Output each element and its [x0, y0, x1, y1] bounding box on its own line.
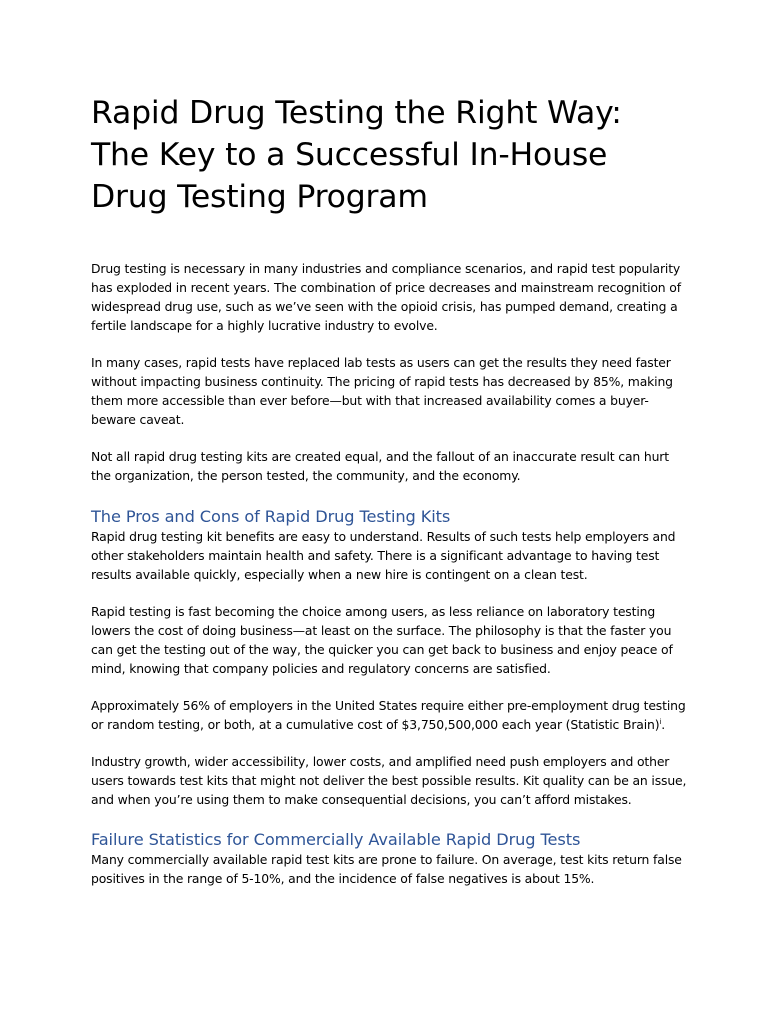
benefits-paragraph: Rapid drug testing kit benefits are easy to understand. Results of such tests help employers and other stakeholders maintain health and safety. There is a significant advantage to having test results available quickly, especially when a new hire is contingent on a clean test.: [91, 529, 676, 582]
kits-not-equal-paragraph: Not all rapid drug testing kits are created equal, and the fallout of an inaccurate result can hurt the organization, the person tested, the community, and the economy.: [91, 449, 669, 483]
title-line-3: Drug Testing Program: [91, 179, 428, 215]
industry-growth-paragraph: Industry growth, wider accessibility, lower costs, and amplified need push employers and other users towards test kits that might not deliver the best possible results. Kit quality can be an issue, and when you’re using them to make consequential decisions, you can’t afford mistakes.: [91, 754, 687, 807]
title-line-2: The Key to a Successful In-House: [91, 137, 608, 173]
failure-statistics-paragraph: Many commercially available rapid test kits are prone to failure. On average, test kits return false positives in the range of 5-10%, and the incidence of false negatives is about 15%.: [91, 852, 682, 886]
employers-statistic-paragraph: [91, 696, 691, 734]
title-line-1: Rapid Drug Testing the Right Way:: [91, 95, 622, 131]
intro-paragraph: Drug testing is necessary in many industries and compliance scenarios, and rapid test popularity has exploded in recent years. The combination of price decreases and mainstream recognition of widespread drug use, such as we’ve seen with the opioid crisis, has pumped demand, creating a fertile landscape for a highly lucrative industry to evolve.: [91, 261, 681, 333]
section-heading-pros-cons: The Pros and Cons of Rapid Drug Testing Kits: [91, 507, 451, 526]
employers-statistic-text: Approximately 56% of employers in the United States require either pre-employment drug testing or random testing, or both, at a cumulative cost of $3,750,500,000 each year (Statistic Brain): [91, 698, 686, 732]
fast-choice-paragraph: Rapid testing is fast becoming the choice among users, as less reliance on laboratory testing lowers the cost of doing business—at least on the surface. The philosophy is that the faster you can get the testing out of the way, the quicker you can get back to business and enjoy peace of mind, knowing that company policies and regulatory concerns are satisfied.: [91, 604, 673, 676]
rapid-tests-paragraph: In many cases, rapid tests have replaced lab tests as users can get the results they need faster without impacting business continuity. The pricing of rapid tests has decreased by 85%, making them more accessible than ever before—but with that increased availability comes a buyer-beware caveat.: [91, 355, 673, 427]
employers-statistic-end: .: [661, 717, 665, 732]
document-title: [91, 92, 691, 218]
document-page: [91, 92, 691, 888]
section-heading-failure-statistics: Failure Statistics for Commercially Available Rapid Drug Tests: [91, 830, 581, 849]
footnote-marker[interactable]: i: [659, 717, 662, 726]
